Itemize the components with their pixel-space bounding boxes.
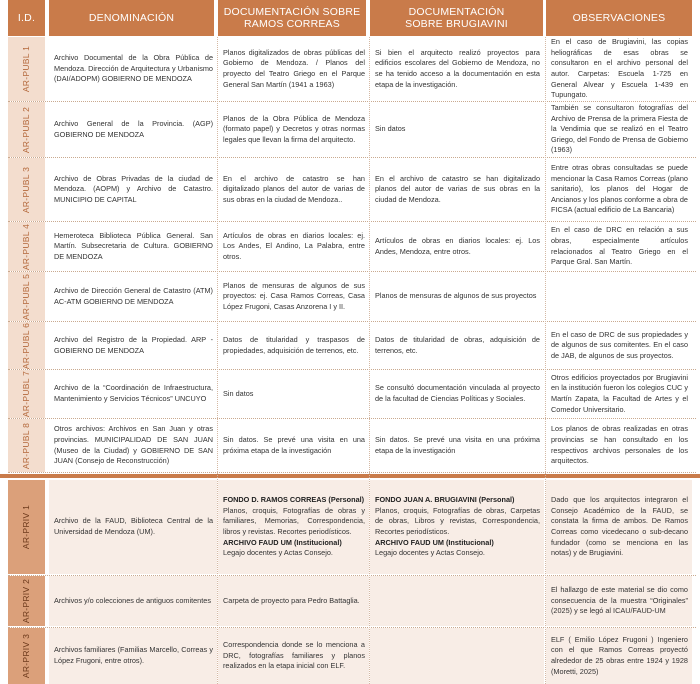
bru-archivo-title: ARCHIVO FAUD UM (Institucional) bbox=[375, 537, 494, 547]
cell-denominacion: Hemeroteca Biblioteca Pública General. San Martín. Subsecretaria de Cultura. GOBIERNO DE MENDOZA bbox=[54, 230, 213, 261]
row-divider bbox=[8, 418, 696, 419]
cell-ramos: Artículos de obras en diarios locales: ej. Los Andes, El Andino, La Palabra, entre otros. bbox=[223, 230, 365, 261]
cell-denominacion: Archivo de la FAUD, Biblioteca Central de la Universidad de Mendoza (UM). bbox=[49, 480, 217, 574]
column-divider bbox=[369, 37, 370, 684]
cell-observaciones: Los planos de obras realizadas en otras provincias se han consultado en los respectivos archivos personales de los arquitectos. bbox=[551, 424, 688, 466]
cell-denominacion: Archivo Documental de la Obra Pública de Mendoza. Dirección de Arquitectura y Urbanismo (DAI/ADOPM) GOBIERNO DE MENDOZA bbox=[54, 53, 213, 84]
cell-ramos: Datos de titularidad y traspasos de propiedades, adquisición de terrenos, etc. bbox=[223, 334, 365, 355]
cell-denominacion: Archivo de Obras Privadas de la ciudad de Mendoza. (AOPM) y Archivo de Catastro. MUNICIPIO DE CAPITAL bbox=[54, 173, 213, 204]
header-doc-brugiavini: DOCUMENTACIÓN SOBRE BRUGIAVINI bbox=[370, 0, 543, 36]
cell-denominacion: Archivo del Registro de la Propiedad. ARP - GOBIERNO DE MENDOZA bbox=[54, 334, 213, 355]
cell-observaciones: Otros edificios proyectados por Brugiavini en la institución fueron los colegios CUC y Martín Zapata, la Facultad de Artes y el Comedor Universitario. bbox=[551, 372, 688, 414]
cell-brugiavini: Sin datos. Se prevé una visita en una próxima etapa de la investigación bbox=[375, 434, 540, 455]
column-divider bbox=[217, 37, 218, 684]
row-id: AR-PUBL 2 bbox=[8, 102, 45, 157]
cell-observaciones bbox=[546, 272, 692, 321]
ramos-archivo-title: ARCHIVO FAUD UM (Institucional) bbox=[223, 537, 342, 547]
cell-denominacion: Archivos y/o colecciones de antiguos comitentes bbox=[49, 576, 217, 626]
header-doc-ramos: DOCUMENTACIÓN SOBRE RAMOS CORREAS bbox=[218, 0, 366, 36]
row-divider bbox=[8, 627, 696, 628]
cell-observaciones: Dado que los arquitectos integraron el Consejo Académico de la FAUD, se constata la firma de ambos. De Ramos Correas como vicedecano o sub-decano fundador (como se menciona en las notas) y de Brugiavini. bbox=[546, 480, 692, 574]
row-id: AR-PRIV 2 bbox=[8, 576, 45, 626]
cell-ramos: Carpeta de proyecto para Pedro Battaglia. bbox=[218, 576, 369, 626]
row-divider bbox=[8, 575, 696, 576]
cell-ramos: Planos digitalizados de obras públicas del Gobierno de Mendoza. / Planos del proyecto del Teatro Griego en el Parque General San Martín (1941 a 1963) bbox=[223, 47, 365, 89]
cell-ramos: En el archivo de catastro se han digitalizado planos del autor de varias de sus obras en la ciudad de Mendoza.. bbox=[223, 173, 365, 204]
cell-brugiavini: Sin datos bbox=[375, 124, 406, 134]
cell-brugiavini bbox=[370, 628, 544, 684]
cell-observaciones: ELF ( Emilio López Frugoni ) Ingeniero con el que Ramos Correas proyectó alrededor de 25 obras entre 1924 y 1928 (Moretti, 2025) bbox=[546, 628, 692, 684]
cell-brugiavini: Artículos de obras en diarios locales: ej. Los Andes, Mendoza, entre otros. bbox=[375, 235, 540, 256]
ramos-archivo-text: Legajo docentes y Actas Consejo. bbox=[223, 548, 333, 558]
cell-denominacion: Otros archivos: Archivos en San Juan y otras provincias. MUNICIPALIDAD DE SAN JUAN (Museo de la Ciudad) y GOBIERNO DE SAN JUAN (Consejo de Reconstrucción) bbox=[54, 424, 213, 466]
cell-brugiavini: Planos de mensuras de algunos de sus proyectos bbox=[375, 291, 537, 301]
row-id: AR-PUBL 7 bbox=[8, 370, 45, 418]
ramos-fondo-title: FONDO D. RAMOS CORREAS (Personal) bbox=[223, 495, 365, 505]
cell-denominacion: Archivo de la “Coordinación de Infraestructura, Mantenimiento y Servicios Técnicos” UNCUYO bbox=[54, 383, 213, 403]
row-id: AR-PUBL 8 bbox=[8, 419, 45, 472]
ramos-fondo-text: Planos, croquis, Fotografías de obras y familiares, Memorias, Correspondencia, libros y revistas. Recortes periodísticos. bbox=[223, 505, 365, 536]
cell-brugiavini: Se consultó documentación vinculada al proyecto de la facultad de Ciencias Políticas y Sociales. bbox=[375, 383, 540, 403]
bru-fondo-title: FONDO JUAN A. BRUGIAVINI (Personal) bbox=[375, 495, 515, 505]
row-id: AR-PUBL 4 bbox=[8, 222, 45, 271]
cell-ramos bbox=[218, 480, 369, 574]
row-id: AR-PRIV 1 bbox=[8, 480, 45, 574]
cell-denominacion: Archivo General de la Provincia. (AGP) GOBIERNO DE MENDOZA bbox=[54, 118, 213, 139]
cell-observaciones: En el caso de DRC en relación a sus obras, especialmente artículos relacionados al Teatro Griego en el Parque Gral. San Martín. bbox=[551, 225, 688, 267]
cell-denominacion: Archivos familiares (Familias Marcello, Correas y López Frugoni, entre otros). bbox=[49, 628, 217, 684]
column-divider bbox=[545, 37, 546, 684]
cell-observaciones: También se consultaron fotografías del Archivo de Prensa de la primera Fiesta de la Vendimia que se realizó en el Teatro Griego, del Fondo de Prensa de Gobierno (1963) bbox=[551, 103, 688, 155]
header-id: I.D. bbox=[8, 0, 45, 36]
row-divider bbox=[8, 271, 696, 272]
section-separator bbox=[0, 474, 700, 478]
cell-observaciones: En el caso de Brugiavini, las copias heliográficas de esas obras se consultaron en el archivo personal del autor. Carpetas: Escuela 1-725 en General Alvear y Escuela 1-439 en Tupungato. bbox=[551, 37, 688, 100]
header-observaciones: OBSERVACIONES bbox=[546, 0, 692, 36]
row-divider bbox=[8, 221, 696, 222]
row-divider bbox=[8, 157, 696, 158]
row-id: AR-PUBL 3 bbox=[8, 158, 45, 221]
cell-observaciones: Entre otras obras consultadas se puede mencionar la Casa Ramos Correas (plano sanitario), los planos del Hogar de Ancianos y los planos conforme a obra de FICSA (actual edificio de La Bancaria) bbox=[551, 163, 688, 215]
cell-brugiavini: Datos de titularidad de obras, adquisición de terrenos, etc. bbox=[375, 334, 540, 355]
row-id: AR-PUBL 5 bbox=[8, 272, 45, 321]
bru-fondo-text: Planos, croquis, Fotografías de obras, Carpetas de obras, Libros y revistas, Correspondencia, Recortes periodísticos. bbox=[375, 505, 540, 536]
cell-brugiavini: En el archivo de catastro se han digitalizado planos del autor de varias de sus obras en la ciudad de Mendoza. bbox=[375, 173, 540, 204]
row-id: AR-PUBL 6 bbox=[8, 322, 45, 369]
row-divider bbox=[8, 369, 696, 370]
cell-brugiavini: Si bien el arquitecto realizó proyectos para edificios escolares del Gobierno de Mendoza, no se ha tenido acceso a la documentación en esta etapa de la investigación. bbox=[375, 47, 540, 89]
cell-ramos: Sin datos. Se prevé una visita en una próxima etapa de la investigación bbox=[223, 434, 365, 455]
cell-brugiavini bbox=[370, 576, 544, 626]
bru-archivo-text: Legajo docentes y Actas Consejo. bbox=[375, 548, 485, 558]
cell-observaciones: El hallazgo de este material se dio como consecuencia de la muestra “Originales” (2025) y se legó al ICAU/FAUD-UM bbox=[546, 576, 692, 626]
cell-denominacion: Archivo de Dirección General de Catastro (ATM) AC-ATM GOBIERNO DE MENDOZA bbox=[54, 285, 213, 306]
cell-brugiavini bbox=[370, 480, 544, 574]
row-divider bbox=[8, 472, 696, 473]
cell-ramos: Correspondencia donde se lo menciona a DRC, fotografías familiares y planos realizados en la etapa inicial con ELF. bbox=[218, 628, 369, 684]
cell-observaciones: En el caso de DRC de sus propiedades y de algunos de sus comitentes. En el caso de JAB, de algunos de sus proyectos. bbox=[551, 329, 688, 360]
row-id: AR-PUBL 1 bbox=[8, 37, 45, 101]
cell-ramos: Sin datos bbox=[223, 388, 254, 398]
cell-ramos: Planos de mensuras de algunos de sus proyectos: ej. Casa Ramos Correas, Casa López Frugoni, Casas Anzorena I y II. bbox=[223, 280, 365, 311]
row-id: AR-PRIV 3 bbox=[8, 628, 45, 684]
row-divider bbox=[8, 101, 696, 102]
cell-ramos: Planos de la Obra Pública de Mendoza (formato papel) y Decretos y otras normas legales que llevan la firma del arquitecto. bbox=[223, 113, 365, 144]
row-divider bbox=[8, 321, 696, 322]
header-denominacion: DENOMINACIÓN bbox=[49, 0, 214, 36]
